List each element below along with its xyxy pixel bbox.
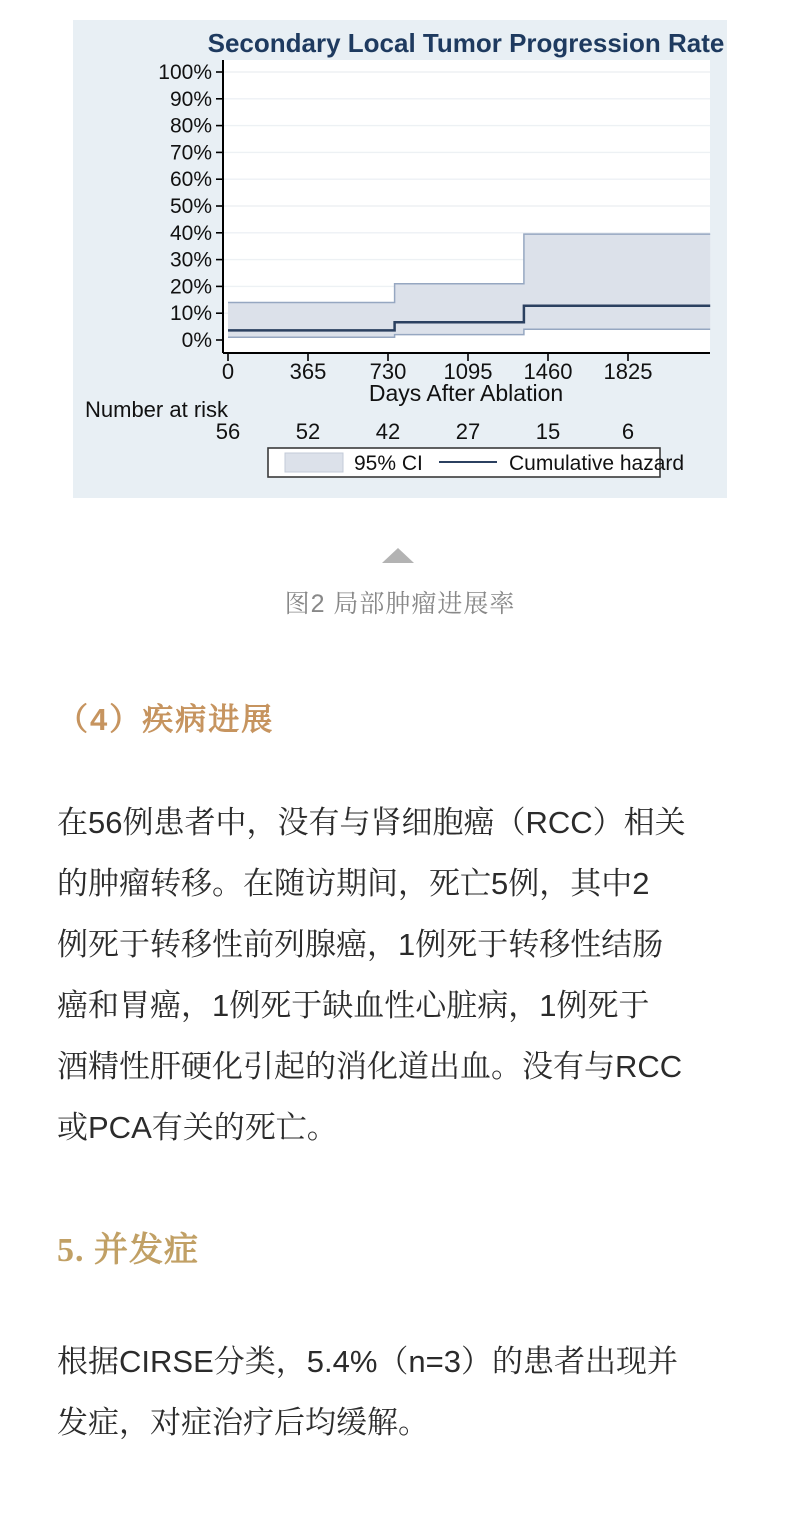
number-at-risk-value: 52: [295, 419, 321, 444]
number-at-risk-label: Number at risk: [85, 397, 229, 422]
x-tick-label: 1825: [603, 359, 653, 384]
number-at-risk-row: [216, 419, 634, 444]
paragraph-complications: [57, 1331, 763, 1453]
number-at-risk-value: 6: [621, 419, 635, 444]
y-tick-label: 90%: [169, 87, 212, 111]
ci-swatch-icon: [285, 453, 343, 472]
number-at-risk-value: 56: [215, 419, 241, 444]
y-tick-label: 40%: [169, 221, 212, 245]
chart-legend: [268, 448, 684, 477]
text-line: 在56例患者中，没有与肾细胞癌（RCC）相关: [57, 805, 686, 840]
collapse-triangle-icon[interactable]: [382, 548, 414, 563]
text-line: 的肿瘤转移。在随访期间，死亡5例，其中2: [57, 866, 650, 901]
y-tick-label: 20%: [169, 275, 212, 299]
text-line: 发症，对症治疗后均缓解。: [57, 1405, 429, 1440]
figure-caption: 图2 局部肿瘤进展率: [284, 590, 516, 618]
x-tick-label: 0: [221, 359, 235, 384]
section-heading-complications: 5. 并发症: [57, 1232, 199, 1269]
figure-hazard-chart: [73, 20, 727, 498]
legend-hazard-label: Cumulative hazard: [509, 452, 685, 475]
text-line: 例死于转移性前列腺癌，1例死于转移性结肠: [57, 927, 664, 962]
text-line: 或PCA有关的死亡。: [57, 1110, 338, 1145]
number-at-risk-value: 42: [375, 419, 401, 444]
x-tick-label: 1460: [523, 359, 573, 384]
text-line: 酒精性肝硬化引起的消化道出血。没有与RCC: [57, 1049, 683, 1084]
section-heading-disease-progression: （4）疾病进展: [57, 702, 275, 737]
x-tick-label: 1095: [443, 359, 493, 384]
text-line: 癌和胃癌，1例死于缺血性心脏病，1例死于: [57, 988, 650, 1023]
y-tick-label: 30%: [169, 248, 212, 272]
y-tick-label: 100%: [158, 61, 212, 84]
y-tick-label: 10%: [169, 302, 212, 326]
legend-ci-label: 95% CI: [354, 452, 423, 475]
paragraph-disease-progression: [57, 792, 763, 1158]
plot-layer: [223, 60, 710, 353]
y-tick-label: 60%: [169, 168, 212, 192]
y-tick-label: 50%: [169, 195, 212, 218]
y-tick-label: 80%: [169, 114, 212, 138]
chart-title: Secondary Local Tumor Progression Rate: [207, 28, 725, 58]
number-at-risk-value: 27: [455, 419, 481, 444]
text-line: 根据CIRSE分类，5.4%（n=3）的患者出现并: [57, 1344, 678, 1379]
hazard-chart-svg: [73, 20, 727, 498]
y-tick-label: 0%: [181, 329, 212, 352]
y-tick-label: 70%: [169, 141, 212, 165]
x-axis-label: Days After Ablation: [368, 380, 564, 406]
number-at-risk-value: 15: [535, 419, 561, 444]
x-tick-label: 730: [369, 359, 407, 384]
x-tick-label: 365: [289, 359, 327, 384]
